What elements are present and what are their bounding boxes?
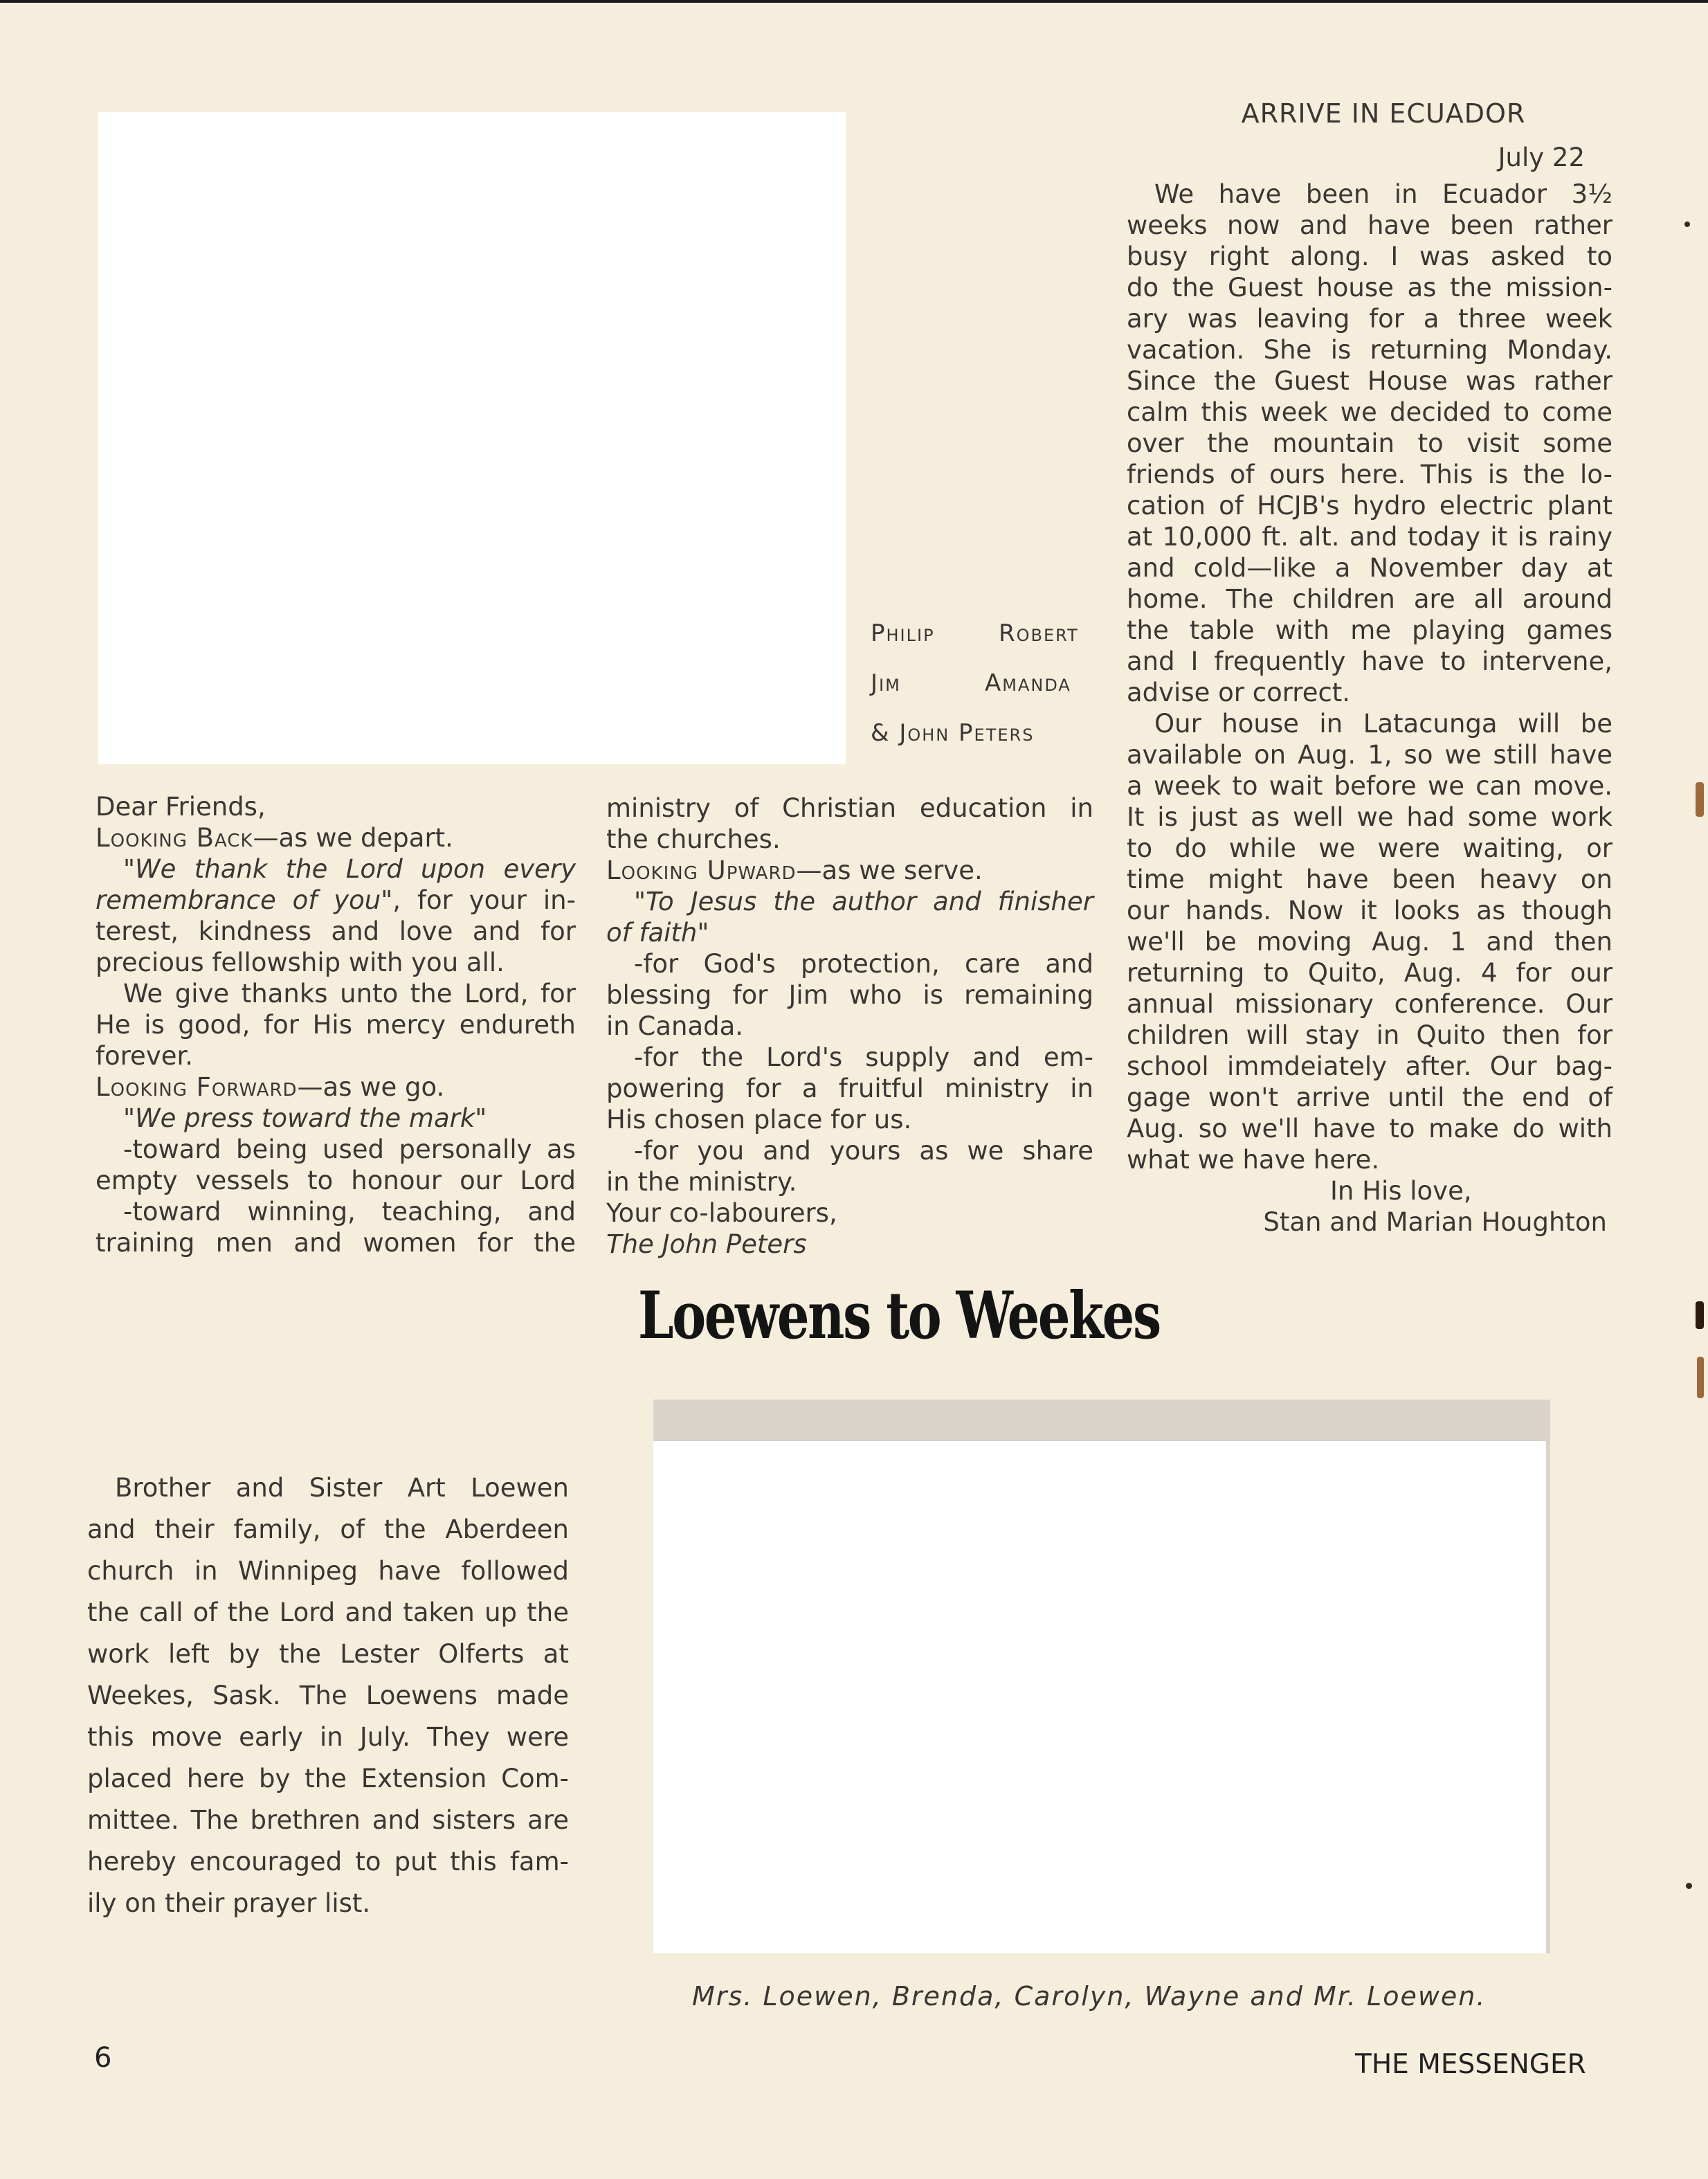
text-line: Our house in Latacunga will be: [1154, 709, 1612, 739]
text-line: gage won't arrive until the end of: [1127, 1083, 1612, 1112]
text-line: to do while we were waiting, or: [1127, 833, 1612, 863]
publication-name: THE MESSENGER: [1355, 2049, 1586, 2080]
quote3-line2: of faith": [606, 918, 709, 948]
text-line: over the mountain to visit some: [1127, 428, 1612, 458]
ecuador-date: July 22: [1498, 143, 1585, 172]
bullet4-line2: powering for a fruitful ministry in: [606, 1074, 1093, 1103]
looking-back-heading: Looking Back: [96, 823, 253, 853]
cont-line2: the churches.: [606, 824, 781, 854]
bullet3-line3: in Canada.: [606, 1011, 744, 1041]
ecuador-paragraph-2: [1127, 708, 1612, 1175]
cont-line1: ministry of Christian education in: [606, 793, 1093, 823]
text-line: cation of HCJB's hydro electric plant: [1127, 491, 1612, 521]
scan-edge: [0, 0, 1708, 3]
ecuador-signature: Stan and Marian Houghton: [1263, 1207, 1607, 1237]
text-line: calm this week we decided to come: [1127, 397, 1612, 427]
text-line: Weekes, Sask. The Loewens made: [87, 1681, 569, 1710]
bullet1-line1: -toward being used personally as: [123, 1134, 576, 1164]
text-line: ary was leaving for a three week: [1127, 304, 1612, 334]
looking-upward-line: [606, 855, 1093, 886]
scan-speck: [1697, 1357, 1704, 1398]
looking-upward-heading: Looking Upward: [606, 856, 797, 885]
bullet4-line3: His chosen place for us.: [606, 1105, 912, 1134]
scan-speck: [1696, 1301, 1704, 1329]
family-names: [871, 620, 1099, 758]
text-line: what we have here.: [1127, 1145, 1380, 1175]
loewen-body: [87, 1467, 569, 1924]
thanks-line2: He is good, for His mercy endureth: [96, 1010, 576, 1040]
loewens-headline: Loewens to Weekes: [638, 1278, 1160, 1354]
col2-closing: Your co-labourers,: [606, 1198, 837, 1228]
text-line: at 10,000 ft. alt. and today it is rainy: [1127, 522, 1612, 552]
text-line: we'll be moving Aug. 1 and then: [1127, 927, 1612, 957]
quote1-tail-1: terest, kindness and love and for: [96, 916, 576, 946]
ecuador-title: ARRIVE IN ECUADOR: [1241, 98, 1526, 129]
bullet5-line1: -for you and yours as we share: [634, 1136, 1093, 1166]
text-line: the table with me playing games: [1127, 615, 1612, 645]
scan-speck: [1684, 221, 1690, 227]
text-line: and cold—like a November day at: [1127, 553, 1612, 583]
text-line: and I frequently have to intervene,: [1127, 647, 1612, 676]
bullet4-line1: -for the Lord's supply and em-: [634, 1042, 1093, 1072]
text-line: friends of ours here. This is the lo-: [1127, 460, 1612, 489]
thanks-line3: forever.: [96, 1041, 194, 1071]
ecuador-paragraph-1: [1127, 179, 1612, 708]
name-amanda: Amanda: [985, 669, 1071, 697]
quote1-tail-0: , for your in-: [392, 885, 576, 915]
looking-back-line: [96, 822, 576, 853]
text-line: It is just as well we had some work: [1127, 802, 1612, 832]
quote2: "We press toward the mark": [123, 1103, 487, 1133]
page-number: 6: [94, 2042, 112, 2074]
quote1-line2: [96, 885, 576, 916]
text-line: time might have been heavy on: [1127, 865, 1612, 894]
col2-signature: The John Peters: [606, 1229, 807, 1259]
name-john-peters: & John Peters: [871, 719, 1035, 747]
bullet3-line1: -for God's protection, care and: [634, 949, 1093, 979]
name-philip: Philip: [871, 620, 935, 647]
text-line: church in Winnipeg have followed: [87, 1556, 569, 1586]
text-line: busy right along. I was asked to: [1127, 242, 1612, 271]
thanks-line1: We give thanks unto the Lord, for: [123, 979, 576, 1009]
loewen-article: [87, 1467, 569, 1924]
text-line: vacation. She is returning Monday.: [1127, 335, 1612, 365]
text-line: mittee. The brethren and sisters are: [87, 1805, 569, 1835]
loewen-family-photo: [653, 1441, 1546, 1953]
letter-column-1: [96, 791, 576, 1258]
quote3-line1: "To Jesus the author and finisher: [634, 887, 1093, 916]
text-line: this move early in July. They were: [87, 1722, 569, 1752]
looking-forward-heading: Looking Forward: [96, 1072, 298, 1102]
bullet2-line2: training men and women for the: [96, 1228, 576, 1258]
ecuador-article: [1127, 98, 1612, 1238]
bullet2-line1: -toward winning, teaching, and: [123, 1197, 576, 1227]
text-line: Since the Guest House was rather: [1127, 366, 1612, 396]
scan-speck: [1696, 782, 1704, 817]
text-line: the call of the Lord and taken up the: [87, 1598, 569, 1627]
text-line: home. The children are all around: [1127, 584, 1612, 614]
salutation: Dear Friends,: [96, 792, 266, 822]
quote1-tail-2: precious fellowship with you all.: [96, 948, 505, 977]
text-line: available on Aug. 1, so we still have: [1127, 740, 1612, 770]
text-line: We have been in Ecuador 3½: [1154, 179, 1612, 209]
bullet3-line2: blessing for Jim who is remaining: [606, 980, 1093, 1010]
looking-back-tail: —as we depart.: [253, 823, 453, 853]
looking-forward-tail: —as we go.: [297, 1072, 445, 1102]
scan-speck: [1686, 1883, 1692, 1889]
text-line: and their family, of the Aberdeen: [87, 1515, 569, 1544]
letter-column-2: [606, 793, 1093, 1260]
text-line: hereby encouraged to put this fam-: [87, 1847, 569, 1877]
bullet1-line2: empty vessels to honour our Lord: [96, 1166, 576, 1195]
bullet5-line2: in the ministry.: [606, 1167, 797, 1197]
text-line: returning to Quito, Aug. 4 for our: [1127, 958, 1612, 988]
text-line: placed here by the Extension Com-: [87, 1764, 569, 1793]
text-line: do the Guest house as the mission-: [1127, 273, 1612, 302]
text-line: Aug. so we'll have to make do with: [1127, 1114, 1612, 1143]
looking-forward-line: [96, 1072, 576, 1103]
text-line: children will stay in Quito then for: [1127, 1020, 1612, 1050]
text-line: Brother and Sister Art Loewen: [115, 1473, 569, 1503]
text-line: school immdeiately after. Our bag-: [1127, 1051, 1612, 1081]
name-robert: Robert: [999, 620, 1079, 647]
looking-upward-tail: —as we serve.: [796, 856, 983, 885]
text-line: ily on their prayer list.: [87, 1888, 371, 1918]
quote1-line2-italic: remembrance of you": [96, 885, 393, 915]
text-line: work left by the Lester Olferts at: [87, 1639, 569, 1669]
text-line: advise or correct.: [1127, 678, 1351, 707]
loewen-photo-caption: Mrs. Loewen, Brenda, Carolyn, Wayne and Mr. Loewen.: [692, 1981, 1487, 2011]
ecuador-closing: In His love,: [1330, 1176, 1472, 1206]
quote1-line1: "We thank the Lord upon every: [123, 854, 576, 884]
text-line: weeks now and have been rather: [1127, 210, 1612, 240]
text-line: a week to wait before we can move.: [1127, 771, 1612, 801]
text-line: annual missionary conference. Our: [1127, 989, 1612, 1019]
name-jim: Jim: [871, 669, 901, 697]
peters-family-photo: [98, 112, 846, 764]
text-line: our hands. Now it looks as though: [1127, 896, 1612, 925]
